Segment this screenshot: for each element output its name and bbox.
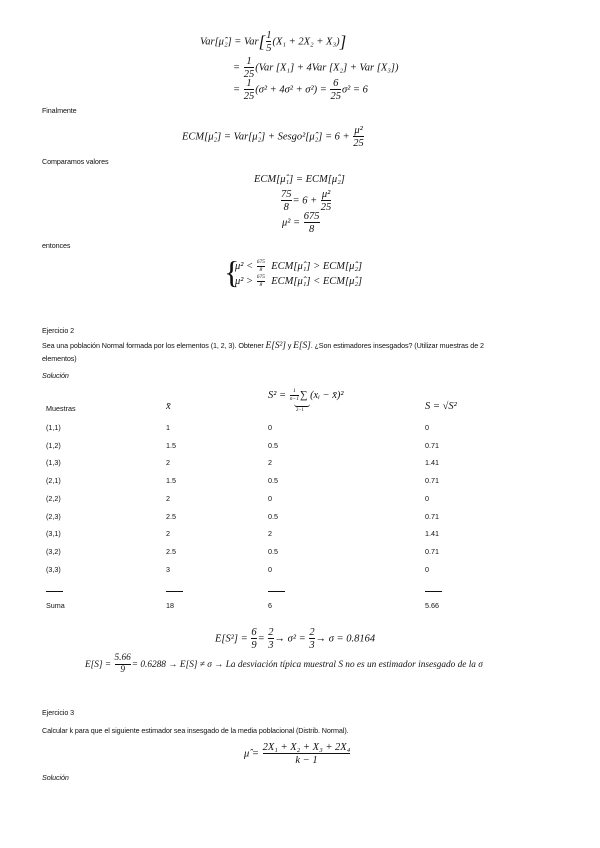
heading-ejercicio-2: Ejercicio 2 <box>42 326 75 335</box>
table-cell: 2 <box>268 529 272 539</box>
table-separator <box>166 586 183 595</box>
table-cell: 0 <box>268 493 272 503</box>
table-cell: 0.5 <box>268 476 278 486</box>
text-finalmente: Finalmente <box>42 106 77 115</box>
compare-line-1: ECM[μ̂₁] = ECM[μ̂₂] <box>254 174 345 185</box>
heading-ejercicio-3: Ejercicio 3 <box>42 708 75 717</box>
table-cell: 1.41 <box>425 458 439 468</box>
ejercicio-3-text: Calcular k para que el siguiente estimador sea insesgado de la media poblacional (Distrib. Normal). <box>42 726 349 735</box>
table-cell: 3 <box>166 564 170 574</box>
table-cell: 0 <box>268 564 272 574</box>
ejercicio-2-text-line-1: Sea una población Normal formada por los elementos (1, 2, 3). Obtener E[S²] y E[S]. ¿Son estimadores insesgados? (Utilizar muestras de 2 <box>42 341 484 351</box>
text-entonces: entonces <box>42 241 71 250</box>
s2-underbrace-label: 2−1 <box>296 408 304 413</box>
compare-line-3: μ² = $\frac{675}{8}$ <box>282 211 320 236</box>
solucion-label-1: Solución <box>42 371 69 380</box>
table-cell: (3,3) <box>46 564 61 574</box>
table-cell: 2.5 <box>166 511 176 521</box>
table-cell: 1.5 <box>166 476 176 486</box>
table-cell: 1.41 <box>425 529 439 539</box>
table-cell: 0.5 <box>268 440 278 450</box>
table-cell: (1,1) <box>46 423 61 432</box>
table-cell: (1,3) <box>46 458 61 468</box>
ecm-equation: ECM[μ̂₂] = Var[μ̂₂] + Sesgo²[μ̂₂] = 6 + $\frac{\text{μ²}}{25}$ <box>182 125 364 150</box>
sum-label: Suma <box>46 601 65 611</box>
table-cell: 0.5 <box>268 546 278 556</box>
sum-cell: 18 <box>166 601 174 611</box>
header-xbar: x̄ <box>166 401 171 412</box>
table-cell: (3,1) <box>46 529 61 539</box>
ejercicio-2-text-line-2: elementos) <box>42 354 77 363</box>
table-cell: (2,1) <box>46 476 61 486</box>
mu-hat-estimator: μ̂ = $\frac{\text{2X₁ + X₂ + X₃ + 2X₄}}{k - 1}$ <box>244 742 351 767</box>
es-equation: E[S] = $\frac{5.66}{9}$ = 0.6288 → E[S] ≠ σ → La desviación típica muestral S no es un estimador insesgado de la σ <box>85 653 483 675</box>
cases-brace: { <box>224 254 240 290</box>
var-equation-line-3: = $\frac{1}{25}$ (σ² + 4σ² + σ²) = $\frac{6}{25}$ σ² = 6 <box>233 78 368 103</box>
table-cell: (3,2) <box>46 546 61 556</box>
table-separator <box>425 586 442 595</box>
table-cell: 0 <box>425 564 429 574</box>
table-separator <box>268 586 285 595</box>
table-cell: 2 <box>166 529 170 539</box>
table-cell: 0 <box>425 423 429 432</box>
header-muestras: Muestras <box>46 404 76 413</box>
table-cell: 2 <box>166 458 170 468</box>
table-cell: 2.5 <box>166 546 176 556</box>
case-line-2: μ² > $\frac{675}{8}$ ECM[μ̂₁] < ECM[μ̂₂] <box>235 274 363 288</box>
var-equation-line-2: = $\frac{1}{25}$ (Var [X₁] + 4Var [X₂] + Var [X₃]) <box>233 56 399 81</box>
text-comparamos: Comparamos valores <box>42 157 109 166</box>
table-cell: 0.71 <box>425 511 439 521</box>
case-line-1: μ² < $\frac{675}{8}$ ECM[μ̂₁] > ECM[μ̂₂] <box>235 259 363 273</box>
table-separator <box>46 586 63 595</box>
header-s: S = √S² <box>425 401 457 412</box>
table-cell: 2 <box>166 493 170 503</box>
table-cell: 1.5 <box>166 440 176 450</box>
table-cell: (2,3) <box>46 511 61 521</box>
compare-line-2: $\frac{75}{8}$ = 6 + $\frac{\text{μ²}}{25}$ <box>281 189 332 214</box>
sum-cell: 5.66 <box>425 601 439 611</box>
table-cell: 0.71 <box>425 546 439 556</box>
table-cell: 2 <box>268 458 272 468</box>
solucion-label-2: Solución <box>42 773 69 782</box>
table-cell: 1 <box>166 423 170 432</box>
table-cell: 0.71 <box>425 440 439 450</box>
table-cell: (1,2) <box>46 440 61 450</box>
table-cell: 0.5 <box>268 511 278 521</box>
es2-equation: E[S²] = $\frac{6}{9}$ = $\frac{2}{3}$ → σ² = $\frac{2}{3}$ → σ = 0.8164 <box>215 627 376 652</box>
table-cell: 0 <box>268 423 272 432</box>
var-equation-line-1: Var[μ̂₂] = Var[ $\frac{1}{5}$ (X₁ + 2X₂ + X₃)] <box>200 30 347 55</box>
sum-cell: 6 <box>268 601 272 611</box>
s2-definition: S² = $\frac{1}{n-1}$ ∑ (xᵢ − x̄)² <box>268 388 344 402</box>
table-cell: 0 <box>425 493 429 503</box>
table-cell: (2,2) <box>46 493 61 503</box>
table-cell: 0.71 <box>425 476 439 486</box>
